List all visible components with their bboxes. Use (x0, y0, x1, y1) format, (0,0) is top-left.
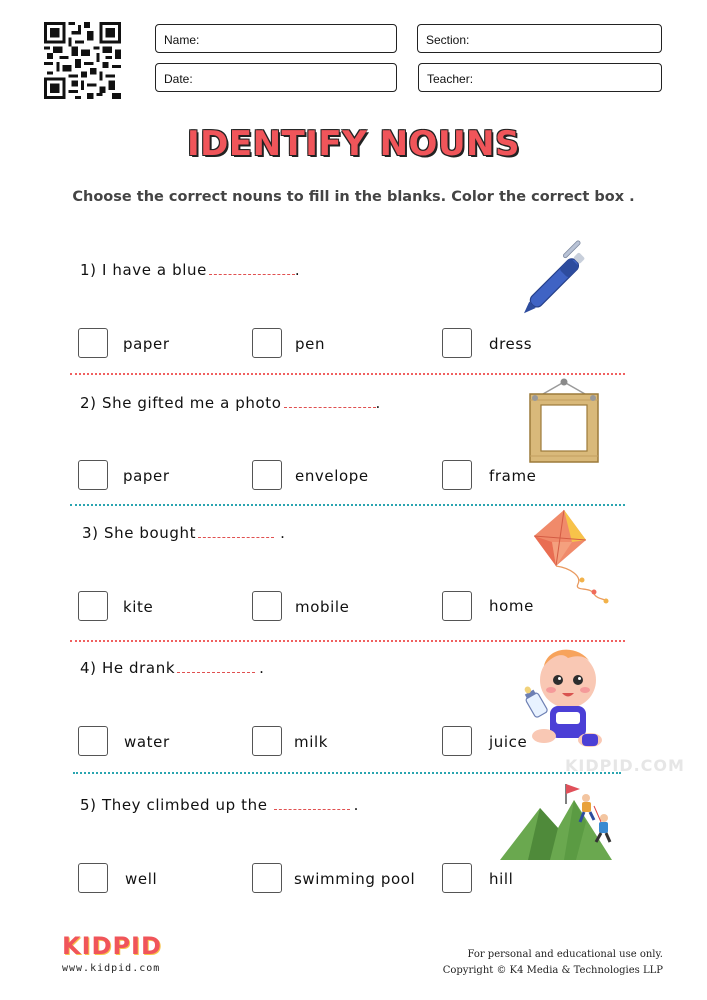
option-label-2c: frame (489, 467, 537, 485)
question-1-end: . (294, 261, 301, 279)
instructions: Choose the correct nouns to fill in the blanks. Color the correct box . (72, 189, 635, 205)
usage-notice: For personal and educational use only. (467, 949, 663, 960)
question-5-end: . (353, 796, 359, 814)
option-box-1b[interactable] (252, 328, 282, 358)
date-label: Date: (164, 72, 193, 86)
copyright-notice: Copyright © K4 Media & Technologies LLP (442, 965, 663, 976)
answer-blank-1[interactable] (209, 274, 295, 275)
option-label-4a: water (124, 733, 170, 751)
teacher-field[interactable] (418, 63, 662, 92)
option-label-4c: juice (489, 733, 528, 751)
option-label-2b: envelope (295, 467, 369, 485)
name-field[interactable] (155, 24, 397, 53)
section-field[interactable] (417, 24, 662, 53)
question-3 (82, 524, 285, 542)
question-1-text: 1) I have a blue (80, 261, 207, 279)
option-box-4a[interactable] (78, 726, 108, 756)
pen-icon (518, 238, 600, 320)
answer-blank-4[interactable] (177, 672, 255, 673)
answer-blank-2[interactable] (284, 407, 376, 408)
kite-icon (530, 506, 612, 606)
question-2-end: . (375, 394, 381, 412)
watermark: KIDPID.COM (565, 756, 685, 775)
question-4 (80, 659, 265, 677)
option-label-3a: kite (123, 598, 154, 616)
option-box-1a[interactable] (78, 328, 108, 358)
qr-code-icon (44, 22, 121, 99)
name-label: Name: (164, 33, 200, 47)
option-box-2a[interactable] (78, 460, 108, 490)
option-label-5b: swimming pool (294, 870, 416, 888)
option-box-4c[interactable] (442, 726, 472, 756)
question-4-text: 4) He drank (80, 659, 176, 677)
option-box-5b[interactable] (252, 863, 282, 893)
question-2-text: 2) She gifted me a photo (80, 394, 282, 412)
answer-blank-5[interactable] (274, 809, 350, 810)
question-3-text: 3) She bought (82, 524, 197, 542)
separator-4 (73, 772, 621, 774)
option-label-1b: pen (295, 335, 326, 353)
baby-bottle-icon (518, 640, 610, 750)
section-label: Section: (426, 33, 470, 47)
website-url[interactable]: www.kidpid.com (62, 963, 161, 974)
question-5 (80, 796, 359, 814)
option-box-1c[interactable] (442, 328, 472, 358)
option-box-2c[interactable] (442, 460, 472, 490)
option-label-3b: mobile (295, 598, 350, 616)
mountain-climbers-icon (500, 780, 620, 862)
date-field[interactable] (155, 63, 397, 92)
option-box-5a[interactable] (78, 863, 108, 893)
option-box-5c[interactable] (442, 863, 472, 893)
option-label-1a: paper (123, 335, 170, 353)
footer-notice (443, 947, 663, 979)
option-label-4b: milk (294, 733, 329, 751)
option-box-3a[interactable] (78, 591, 108, 621)
teacher-label: Teacher: (427, 72, 474, 86)
option-label-5c: hill (489, 870, 514, 888)
option-label-5a: well (125, 870, 158, 888)
question-5-text: 5) They climbed up the (80, 796, 268, 814)
question-4-end: . (259, 659, 265, 677)
kidpid-logo (62, 932, 162, 960)
logo-text: KIDPID (62, 932, 162, 960)
question-2 (80, 394, 381, 412)
option-box-2b[interactable] (252, 460, 282, 490)
option-label-1c: dress (489, 335, 533, 353)
frame-icon (524, 376, 604, 468)
option-label-3c: home (489, 597, 534, 615)
option-label-2a: paper (123, 467, 170, 485)
question-1 (80, 261, 300, 279)
option-box-3b[interactable] (252, 591, 282, 621)
separator-1 (70, 373, 625, 375)
answer-blank-3[interactable] (198, 537, 274, 538)
worksheet-title: IDENTIFY NOUNS (187, 124, 520, 164)
option-box-4b[interactable] (252, 726, 282, 756)
option-box-3c[interactable] (442, 591, 472, 621)
question-3-end: . (280, 524, 286, 542)
